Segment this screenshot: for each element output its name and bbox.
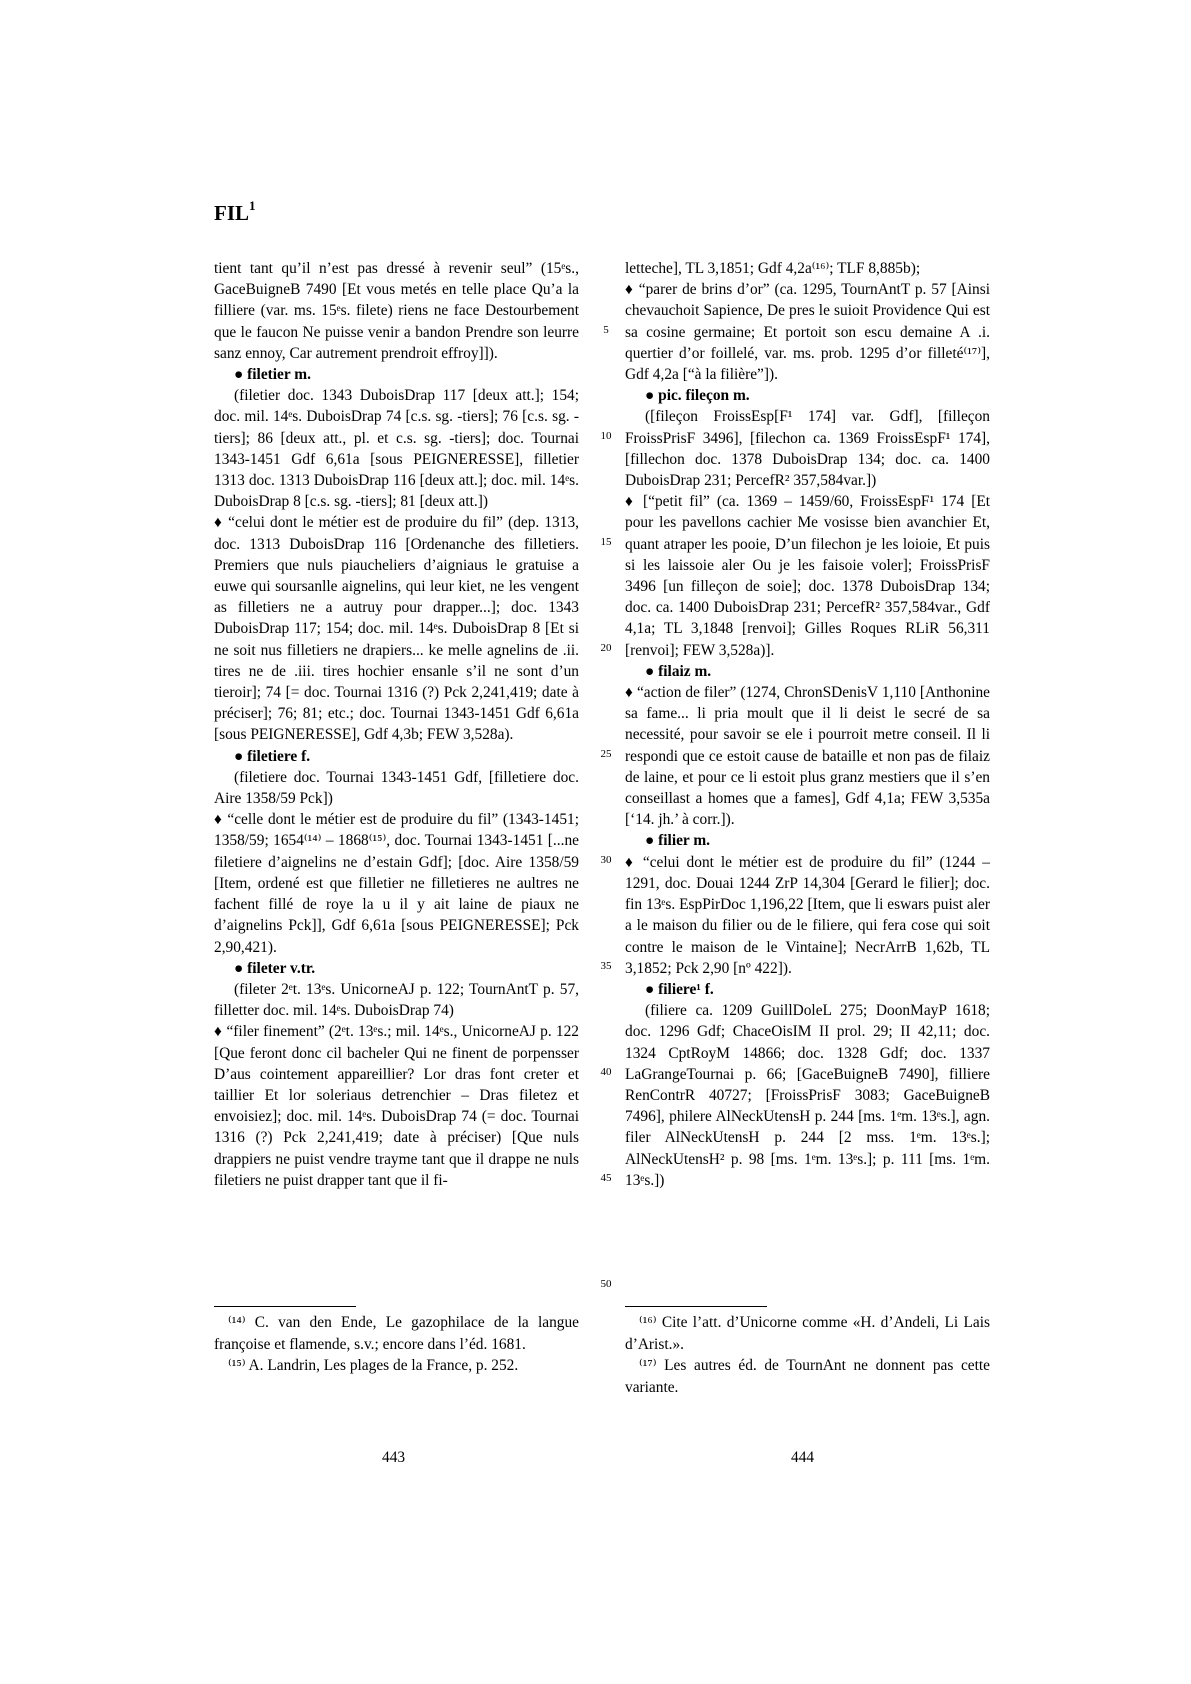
line-number: 30 xyxy=(600,854,612,866)
headword-filaiz: ● filaiz m. xyxy=(645,662,712,680)
paragraph: ♦ “celle dont le métier est de produire du fil” (1343-1451; 1358/59; 1654⁽¹⁴⁾ – 1868⁽¹⁵⁾, doc. Tournai 1343-1451 [...ne filetiere d’aignelins ne d’estain Gdf]; [doc. Aire 1358/59 [Item, ordené est que filletier ne filletieres ne aultres ne fachent fillé de roye la u il y ait laine de piaux ne d’aignelins Pck]], Gdf 6,61a [sous PEIGNERESSE]; Pck 2,90,421). xyxy=(214,811,579,956)
footnote: ⁽¹⁴⁾ C. van den Ende, Le gazophilace de la langue françoise et flamende, s.v.; encore dans l’éd. 1681. xyxy=(214,1314,579,1353)
headword-filecon: ● pic. fileçon m. xyxy=(645,387,750,405)
paragraph: ♦ “action de filer” (1274, ChronSDenisV 1,110 [Anthonine sa fame... li pria moult que il li deist le secré de sa necessité, pour savoir se ele i pourroit metre conseil. Il li respondi que ce estoit cause de bataille et non pas de filaiz de laine, et pour ce li estoit plus granz mestiers que il s’en conseillast a homes que a fames], Gdf 4,1a; FEW 3,535a [‘14. jh.’ à corr.]). xyxy=(625,684,990,829)
running-head xyxy=(214,200,256,226)
footnote-rule-left xyxy=(214,1306,356,1307)
paragraph: ♦ “celui dont le métier est de produire du fil” (1244 – 1291, doc. Douai 1244 ZrP 14,304 [Gerard le filier]; doc. fin 13ᵉs. EspPirDoc 1,196,22 [Item, que li eswars puist aler a le maison du filier ou de le filiere, qui fera cose qui soit contre le maison de le Vintaine]; NecrArrB 1,62b, TL 3,1852; Pck 2,90 [nº 422]). xyxy=(625,853,990,977)
footnote: ⁽¹⁷⁾ Les autres éd. de TournAnt ne donnent pas cette variante. xyxy=(625,1357,990,1396)
head-superscript: 1 xyxy=(249,198,256,213)
footnote-rule-right xyxy=(625,1306,767,1307)
paragraph: (filiere ca. 1209 GuillDoleL 275; DoonMayP 1618; doc. 1296 Gdf; ChaceOisIM II prol. 29; II 42,11; doc. 1324 CptRoyM 14866; doc. 1328 Gdf; doc. 1337 LaGrangeTournai p. 66; [GaceBuigneB 7490], filliere RenContrR 40727; [FroissPrisF 3083; GaceBuigneB 7496], philere AlNeckUtensH p. 244 [ms. 1ᵉm. 13ᵉs.], agn. filer AlNeckUtensH p. 244 [2 mss. 1ᵉm. 13ᵉs.]; AlNeckUtensH² p. 98 [ms. 1ᵉm. 13ᵉs.]; p. 111 [ms. 1ᵉm. 13ᵉs.]) xyxy=(625,1002,990,1189)
line-number: 40 xyxy=(600,1066,612,1078)
head-word: FIL xyxy=(214,201,250,225)
line-number: 10 xyxy=(600,430,612,442)
paragraph: ♦ “filer finement” (2ᵉt. 13ᵉs.; mil. 14ᵉs., UnicorneAJ p. 122 [Que feront donc cil bacheler Qui ne finent de porpensser D’aus cointement appareillier? Lor dras font creter et taillier Et lor soleriaus detrenchier – Dras filetez et envoisiez]; doc. mil. 14ᵉs. DuboisDrap 74 (= doc. Tournai 1316 (?) Pck 2,241,419; date à préciser) [Que nuls drappiers ne puist vendre trayme tant que il drappe ne nuls filetiers ne puist drapper tant que il fi- xyxy=(214,1023,579,1189)
paragraph: ♦ “celui dont le métier est de produire du fil” (dep. 1313, doc. 1313 DuboisDrap 116 [Ordenanche des filletiers. Premiers que nuls piaucheliers d’aigniaus le gratuise a euwe qui soursanlle aignelins, qui leur kiet, ne les vengent as filletiers ne a autruy pour drapper...]; doc. 1343 DuboisDrap 117; 154; doc. mil. 14ᵉs. DuboisDrap 8 [Et si ne soit nus filletiers ne drapiers... ke melle agnelins de .ii. tires ne de .iii. tires hochier ensanle s’il ne sont d’un tieroir]; 74 [= doc. Tournai 1316 (?) Pck 2,241,419; date à préciser]; 76; 81; etc.; doc. Tournai 1343-1451 Gdf 6,61a [sous PEIGNERESSE], Gdf 4,3b; FEW 3,528a). xyxy=(214,514,579,744)
paragraph: ♦ “parer de brins d’or” (ca. 1295, TournAntT p. 57 [Ainsi chevauchoit Sapience, De pres le suioit Providence Qui est sa cosine germaine; Et portoit son escu demaine A .i. quertier d’or foillelé, var. ms. prob. 1295 d’or filleté⁽¹⁷⁾], Gdf 4,2a [“à la filière”]). xyxy=(625,281,990,384)
page-number-left: 443 xyxy=(382,1449,406,1466)
line-number: 45 xyxy=(600,1172,612,1184)
headword-fileter: ● fileter v.tr. xyxy=(234,959,316,977)
page-number-right: 444 xyxy=(791,1449,815,1466)
paragraph: (filetiere doc. Tournai 1343-1451 Gdf, [filletiere doc. Aire 1358/59 Pck]) xyxy=(214,768,579,808)
footnote: ⁽¹⁶⁾ Cite l’att. d’Unicorne comme «H. d’Andeli, Li Lais d’Arist.». xyxy=(625,1314,990,1353)
headword-filetier: ● filetier m. xyxy=(234,366,311,384)
footnotes-left xyxy=(214,1312,579,1377)
paragraph: (filetier doc. 1343 DuboisDrap 117 [deux att.]; 154; doc. mil. 14ᵉs. DuboisDrap 74 [c.s. sg. -tiers]; 76 [c.s. sg. -tiers]; 86 [deux att., pl. et c.s. sg. -tiers]; doc. Tournai 1343-1451 Gdf 6,61a [sous PEIGNERESSE], filletier 1313 doc. 1313 DuboisDrap 116 [deux att.]; doc. mil. 14ᵉs. DuboisDrap 8 [c.s. sg. -tiers]; 81 [deux att.]) xyxy=(214,387,579,511)
paragraph: ([fileçon FroissEsp[F¹ 174] var. Gdf], [filleçon FroissPrisF 3496], [filechon ca. 1369 FroissEspF¹ 174], [fillechon doc. 1378 DuboisDrap 134; doc. ca. 1400 DuboisDrap 231; PercefR² 357,584var.]) xyxy=(625,408,990,490)
paragraph: (fileter 2ᵉt. 13ᵉs. UnicorneAJ p. 122; TournAntT p. 57, filletter doc. mil. 14ᵉs. DuboisDrap 74) xyxy=(214,980,579,1020)
right-column xyxy=(625,258,990,1191)
paragraph: tient tant qu’il n’est pas dressé à revenir seul” (15ᵉs., GaceBuigneB 7490 [Et vous metés en telle place Qu’a la filliere (var. ms. 15ᵉs. filete) riens ne face Destourbement que le faucon Ne puisse venir a bandon Prendre son leurre sanz ennoy, Car autrement prendroit effroy]]). xyxy=(214,260,579,362)
line-number: 50 xyxy=(600,1278,612,1290)
line-number: 15 xyxy=(600,536,612,548)
headword-filetiere: ● filetiere f. xyxy=(234,747,311,765)
headword-filiere: ● filiere¹ f. xyxy=(645,980,714,998)
left-column xyxy=(214,258,579,1191)
paragraph: letteche], TL 3,1851; Gdf 4,2a⁽¹⁶⁾; TLF 8,885b); xyxy=(625,260,921,277)
footnotes-right xyxy=(625,1312,990,1398)
paragraph: ♦ [“petit fil” (ca. 1369 – 1459/60, FroissEspF¹ 174 [Et pour les pavellons cachier Me vosisse bien avanchier Et, quant atraper les pooie, D’un filechon je les loioie, Et puis si les laissoie aler Ou je les faisoie voler]; FroissPrisF 3496 [un filleçon de soie]; doc. 1378 DuboisDrap 134; doc. ca. 1400 DuboisDrap 231; PercefR² 357,584var., Gdf 4,1a; TL 3,1848 [renvoi]; Gilles Roques RLiR 56,311 [renvoi]; FEW 3,528a)]. xyxy=(625,493,990,659)
line-number: 20 xyxy=(600,642,612,654)
headword-filier: ● filier m. xyxy=(645,832,710,850)
footnote: ⁽¹⁵⁾ A. Landrin, Les plages de la France, p. 252. xyxy=(228,1357,519,1375)
line-number: 5 xyxy=(603,324,609,336)
line-number: 25 xyxy=(600,748,612,760)
line-number: 35 xyxy=(600,960,612,972)
